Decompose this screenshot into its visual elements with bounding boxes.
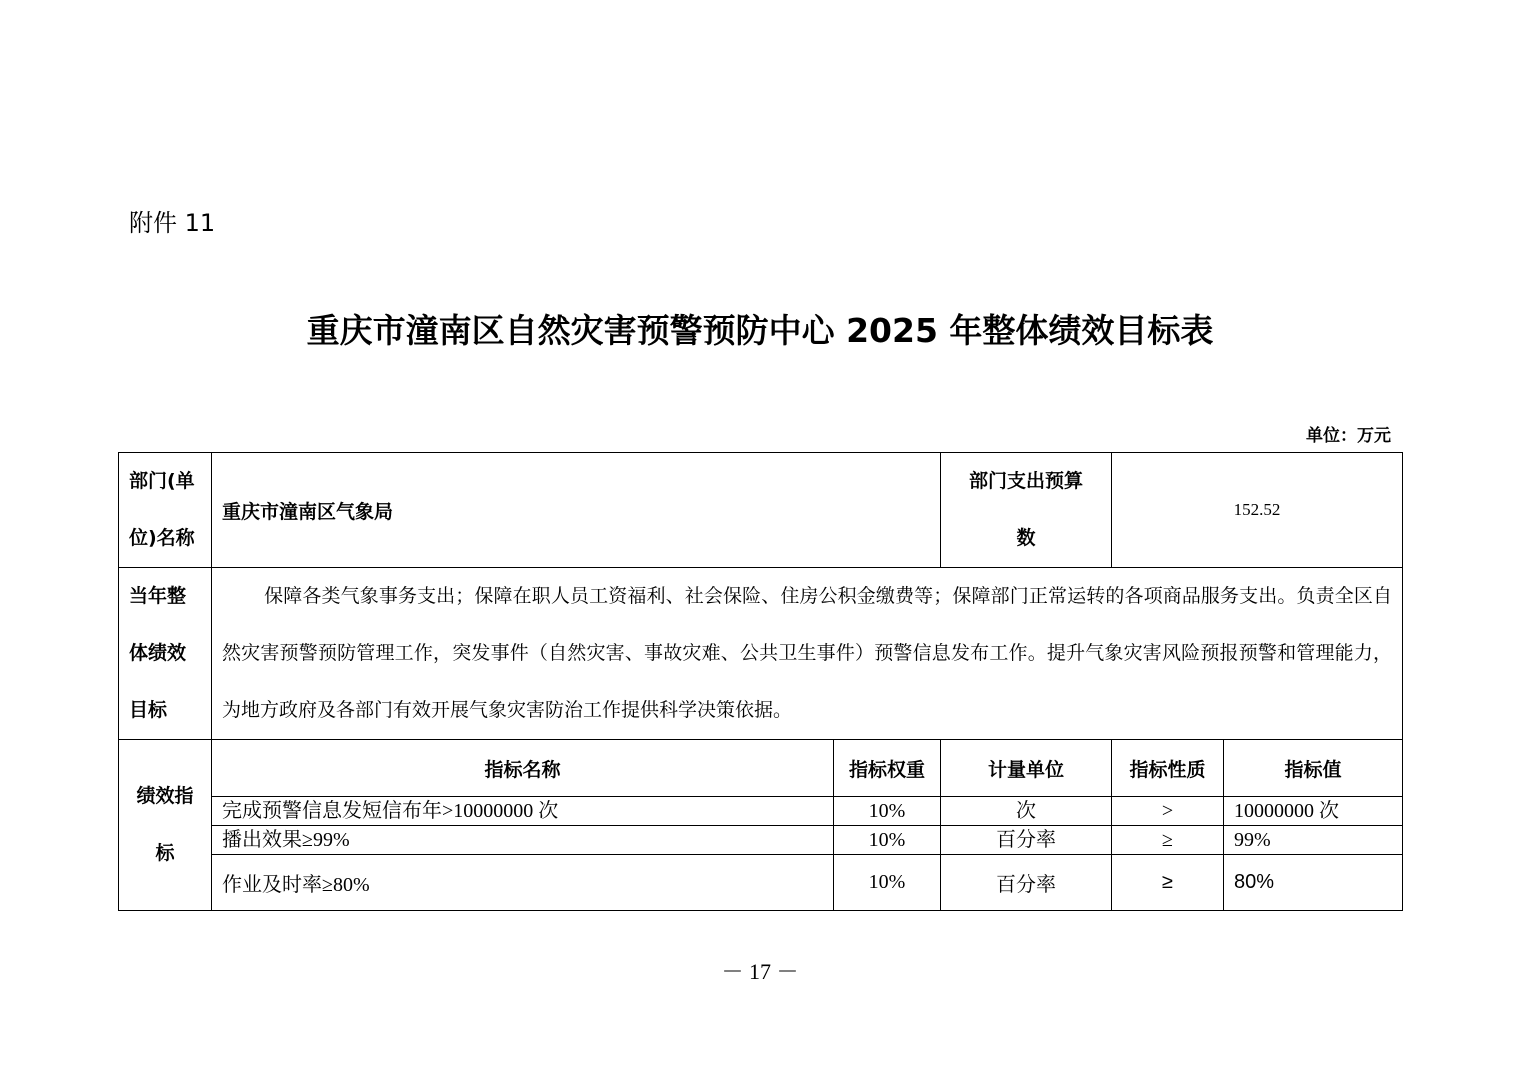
table-row [119, 826, 1403, 855]
indicator-value: 80% [1224, 855, 1403, 911]
goal-text: 保障各类气象事务支出；保障在职人员工资福利、社会保险、住房公积金缴费等；保障部门正常运转的各项商品服务支出。负责全区自然灾害预警预防管理工作，突发事件（自然灾害、事故灾难、公共卫生事件）预警信息发布工作。提升气象灾害风险预报预警和管理能力，为地方政府及各部门有效开展气象灾害防治工作提供科学决策依据。 [222, 585, 1393, 721]
indicator-label-line1: 绩效指 [136, 785, 194, 807]
indicator-unit: 百分率 [941, 855, 1112, 911]
indicator-unit: 百分率 [941, 826, 1112, 855]
goal-label-cell [119, 568, 212, 740]
budget-label-line2: 数 [1016, 527, 1036, 549]
table-row [119, 797, 1403, 826]
performance-target-table [118, 452, 1403, 911]
dept-label-cell [119, 453, 212, 568]
header-weight: 指标权重 [834, 740, 941, 797]
goal-label-line1: 当年整 [129, 585, 187, 607]
goal-label-line3: 目标 [129, 699, 168, 721]
indicator-unit: 次 [941, 797, 1112, 826]
header-nature: 指标性质 [1112, 740, 1224, 797]
header-indicator-name: 指标名称 [212, 740, 834, 797]
budget-value: 152.52 [1112, 453, 1403, 568]
indicator-weight: 10% [834, 826, 941, 855]
goal-row [119, 568, 1403, 740]
page-title: 重庆市潼南区自然灾害预警预防中心 2025 年整体绩效目标表 [306, 311, 1214, 350]
indicator-nature: ≥ [1112, 855, 1224, 911]
dept-label-line1: 部门(单 [129, 470, 195, 492]
indicator-weight: 10% [834, 797, 941, 826]
dept-label-line2: 位)名称 [129, 527, 195, 549]
table-row [119, 855, 1403, 911]
unit-note: 单位：万元 [1306, 426, 1391, 446]
goal-text-cell [212, 568, 1403, 740]
indicator-weight: 10% [834, 855, 941, 911]
indicator-name: 播出效果≥99% [212, 826, 834, 855]
indicator-header-row [119, 740, 1403, 797]
indicator-nature: > [1112, 797, 1224, 826]
indicator-value: 10000000 次 [1224, 797, 1403, 826]
indicator-name: 完成预警信息发短信布年>10000000 次 [212, 797, 834, 826]
indicator-label-line2: 标 [155, 842, 175, 864]
indicator-label-cell [119, 740, 212, 911]
dept-name: 重庆市潼南区气象局 [212, 453, 941, 568]
goal-label-line2: 体绩效 [129, 642, 187, 664]
budget-label-cell [941, 453, 1112, 568]
dept-row [119, 453, 1403, 568]
attachment-label: 附件 11 [129, 209, 216, 237]
indicator-name: 作业及时率≥80% [212, 855, 834, 911]
header-value: 指标值 [1224, 740, 1403, 797]
indicator-value: 99% [1224, 826, 1403, 855]
indicator-nature: ≥ [1112, 826, 1224, 855]
header-unit: 计量单位 [941, 740, 1112, 797]
page-number: － 17 － [721, 959, 799, 984]
budget-label-line1: 部门支出预算 [969, 470, 1084, 492]
